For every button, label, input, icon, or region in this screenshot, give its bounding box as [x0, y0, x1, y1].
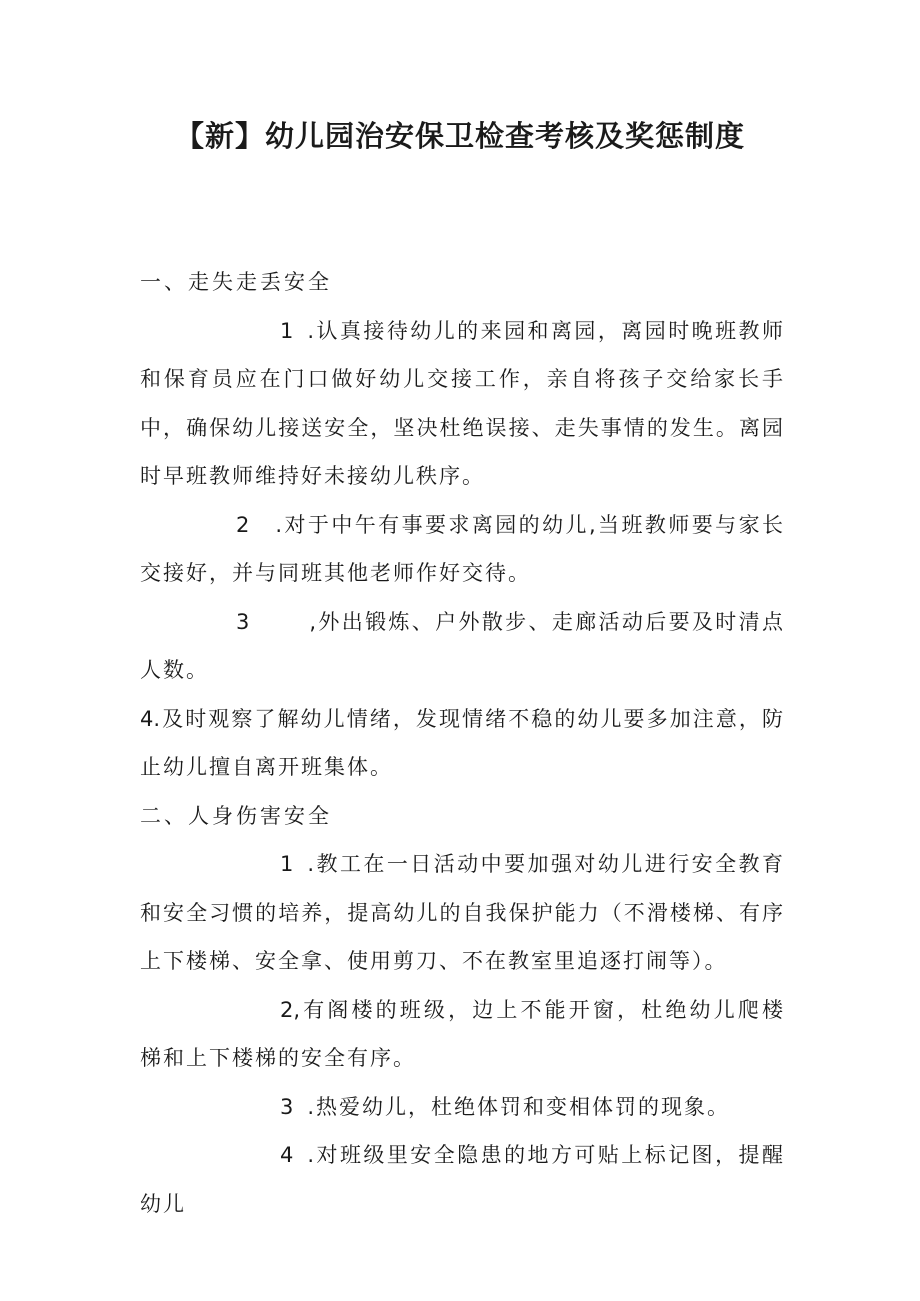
item-number: 1: [280, 318, 294, 343]
item-text: .对于中午有事要求离园的幼儿,当班教师要与家长交接好，并与同班其他老师作好交待。: [140, 512, 785, 585]
item-number: 2: [280, 997, 294, 1022]
item-number: 2: [236, 512, 250, 537]
item-text: ,有阁楼的班级，边上不能开窗，杜绝幼儿爬楼梯和上下楼梯的安全有序。: [140, 997, 785, 1070]
paragraph: [140, 307, 785, 501]
item-text: .认真接待幼儿的来园和离园，离园时晚班教师和保育员应在门口做好幼儿交接工作，亲自将孩子交给家长手中，确保幼儿接送安全，坚决杜绝误接、走失事情的发生。离园时早班教师维持好未接幼儿秩序。: [140, 318, 785, 488]
item-text: ,外出锻炼、户外散步、走廊活动后要及时清点人数。: [140, 609, 785, 682]
item-text: .教工在一日活动中要加强对幼儿进行安全教育和安全习惯的培养，提高幼儿的自我保护能力（不滑楼梯、有序上下楼梯、安全拿、使用剪刀、不在教室里追逐打闹等）。: [140, 852, 785, 973]
item-text: .热爱幼儿，杜绝体罚和变相体罚的现象。: [307, 1094, 731, 1119]
document-body: [140, 258, 785, 1228]
paragraph: [140, 695, 785, 792]
item-text: .对班级里安全隐患的地方可贴上标记图，提醒幼儿: [140, 1143, 785, 1216]
item-number: 4: [140, 706, 154, 731]
item-number: 3: [236, 609, 250, 634]
document-title: 【新】幼儿园治安保卫检查考核及奖惩制度: [174, 119, 745, 153]
paragraph: [140, 840, 785, 986]
item-text: .及时观察了解幼儿情绪，发现情绪不稳的幼儿要多加注意，防止幼儿擅自离开班集体。: [140, 706, 785, 779]
paragraph: [140, 1083, 785, 1132]
paragraph: [140, 598, 785, 695]
item-number: 3: [280, 1094, 294, 1119]
section-heading: 二、人身伤害安全: [140, 803, 332, 828]
item-number: 1: [280, 852, 294, 876]
item-number: 4: [280, 1143, 294, 1167]
section-heading: 一、走失走丢安全: [140, 270, 332, 294]
paragraph: [140, 1131, 785, 1228]
paragraph: [140, 501, 785, 598]
paragraph: [140, 986, 785, 1083]
